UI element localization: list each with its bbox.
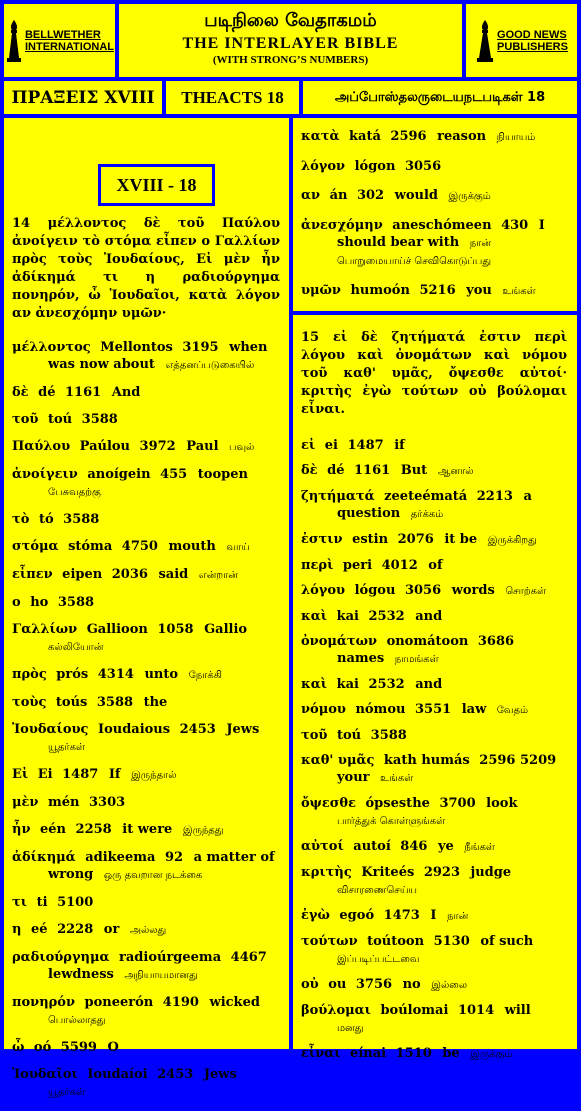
english-gloss: if	[394, 438, 405, 453]
strongs-number: 2453	[179, 722, 216, 737]
word-entry	[301, 158, 567, 175]
greek-word: ἀνεσχόμην	[301, 218, 383, 233]
english-gloss: law	[461, 702, 487, 717]
strongs-number: 4314	[97, 667, 134, 682]
transliteration: toús	[55, 695, 88, 710]
tamil-gloss: இப்படிப்பட்டவை	[337, 954, 420, 965]
word-entry	[301, 488, 567, 523]
strongs-number: 2213	[476, 489, 513, 504]
english-gloss: it be	[444, 532, 478, 547]
strongs-number: 4012	[381, 558, 418, 573]
word-entry	[301, 462, 567, 480]
greek-word: ὦ	[12, 1040, 25, 1055]
strongs-number: 1510	[395, 1046, 432, 1061]
word-entry	[12, 694, 280, 711]
transliteration: katá	[349, 129, 381, 144]
transliteration: lógou	[354, 583, 396, 598]
transliteration: peri	[342, 558, 373, 573]
tamil-gloss: மனது	[337, 1023, 364, 1034]
lamp-icon	[5, 18, 23, 64]
english-gloss: Jews	[203, 1067, 237, 1082]
tamil-gloss: இருக்கிறது	[487, 535, 537, 546]
transliteration: stóma	[68, 539, 113, 554]
word-entry	[301, 582, 567, 600]
strongs-number: 2532	[368, 677, 405, 692]
greek-word: καθ' υμᾶς	[301, 753, 375, 768]
english-gloss: a matter of wrong	[48, 850, 275, 882]
tamil-gloss: இருக்கும்	[470, 1049, 513, 1060]
english-gloss: would	[394, 188, 438, 203]
tamil-gloss: நான் பொறுமையாய்ச் செவிகொடுப்பது	[337, 238, 492, 267]
tamil-gloss: கல்லியோன்	[48, 642, 104, 653]
greek-word: περὶ	[301, 558, 334, 573]
title-block	[119, 4, 462, 77]
transliteration: zeeteématá	[384, 489, 468, 504]
tamil-gloss: வேதம்	[496, 705, 529, 716]
word-entry	[301, 282, 567, 300]
word-entry	[12, 994, 280, 1029]
word-entry	[301, 437, 567, 454]
transliteration: ei	[324, 438, 338, 453]
strongs-number: 455	[160, 467, 188, 482]
tamil-gloss: சொற்கள்	[505, 586, 547, 597]
word-entry	[12, 1066, 280, 1101]
word-entry	[12, 511, 280, 528]
transliteration: Ioudaíoi	[87, 1067, 148, 1082]
word-entry	[12, 538, 280, 556]
transliteration: Ei	[37, 767, 53, 782]
strongs-number: 846	[400, 839, 428, 854]
greek-word: ραδιούργημα	[12, 950, 110, 965]
tamil-gloss: இல்லை	[431, 980, 468, 991]
transliteration: onomátoon	[386, 634, 469, 649]
greek-word: αν	[301, 188, 321, 203]
strongs-number: 3056	[404, 583, 442, 598]
english-gloss: of	[428, 558, 443, 573]
transliteration: ou	[328, 977, 347, 992]
greek-word: ἐστιν	[301, 532, 343, 547]
right-bottom-word-list	[301, 437, 567, 1063]
greek-word: τὸ	[12, 512, 30, 527]
word-entry	[12, 949, 280, 984]
transliteration: Mellontos	[100, 340, 173, 355]
tamil-book-title: அப்போஸ்தலருடையநடபடிகள் 18	[303, 81, 577, 114]
greek-word: λόγου	[301, 583, 346, 598]
transliteration: Kriteés	[361, 865, 415, 880]
transliteration: eé	[30, 922, 48, 937]
transliteration: kai	[336, 609, 359, 624]
strongs-number: 1473	[383, 908, 420, 923]
transliteration: kath humás	[383, 753, 470, 768]
greek-word: τοῦ	[301, 728, 328, 743]
greek-word: Εἰ	[12, 767, 29, 782]
greek-word: τούτων	[301, 934, 358, 949]
greek-word: δὲ	[12, 385, 29, 400]
greek-word: Γαλλίων	[12, 622, 78, 637]
word-entry	[301, 608, 567, 625]
tamil-gloss: இருக்கும்	[448, 191, 491, 202]
strongs-number: 3056	[404, 159, 442, 174]
transliteration: ho	[30, 595, 49, 610]
strongs-number: 3551	[414, 702, 452, 717]
greek-word: τι	[12, 895, 28, 910]
strongs-number: 4750	[121, 539, 158, 554]
tamil-gloss: நியாயம்	[496, 132, 536, 143]
strongs-number: 2036	[111, 567, 148, 582]
strongs-number: 1487	[62, 767, 99, 782]
greek-word: δὲ	[301, 463, 318, 478]
greek-book-title: ΠΡΑΞΕΙΣ XVIII	[4, 81, 162, 114]
transliteration: ti	[36, 895, 48, 910]
word-entry	[12, 339, 280, 374]
tamil-gloss: எத்தனப்படுகையில்	[165, 360, 255, 371]
english-gloss: lewdness	[48, 967, 114, 982]
greek-word: ἀνοίγειν	[12, 467, 78, 482]
transliteration: dé	[38, 385, 56, 400]
greek-word: τοὺς	[12, 695, 47, 710]
english-gloss: or	[103, 922, 120, 937]
transliteration: autoí	[353, 839, 391, 854]
transliteration: prós	[56, 667, 89, 682]
english-gloss: no	[402, 977, 421, 992]
greek-word: πονηρόν	[12, 995, 75, 1010]
logo-line1: BELLWETHER	[24, 28, 101, 41]
greek-word: καὶ	[301, 677, 328, 692]
bellwether-logo	[4, 4, 115, 77]
tamil-gloss: அல்லது	[129, 925, 167, 936]
word-entry	[301, 752, 567, 787]
word-entry	[12, 894, 280, 911]
strongs-number: 3588	[81, 412, 118, 427]
greek-word: κριτὴς	[301, 865, 352, 880]
greek-word: βούλομαι	[301, 1003, 371, 1018]
greek-word: μέλλοντος	[12, 340, 91, 355]
strongs-number: 3756	[355, 977, 393, 992]
strongs-number: 2453	[157, 1067, 194, 1082]
english-gloss: will	[504, 1003, 531, 1018]
tamil-gloss: ஒரு தவறான நடக்கை	[103, 870, 203, 881]
transliteration: mén	[47, 795, 80, 810]
greek-word: λόγον	[301, 159, 346, 174]
logo-line1: GOOD NEWS	[497, 28, 567, 41]
transliteration: Paúlou	[79, 439, 131, 454]
english-gloss: and	[415, 609, 443, 624]
english-gloss: of such	[480, 934, 534, 949]
english-gloss: judge	[470, 865, 512, 880]
english-gloss: Gallio	[204, 622, 248, 637]
tamil-gloss: ஆனால்	[437, 466, 474, 477]
word-entry	[301, 864, 567, 899]
english-gloss: said	[158, 567, 189, 582]
right-top-word-list	[301, 128, 567, 312]
greek-word: Παύλου	[12, 439, 71, 454]
word-entry	[12, 466, 280, 501]
greek-word: η	[12, 922, 22, 937]
english-gloss: wicked	[209, 995, 260, 1010]
right-bottom-column	[293, 315, 577, 1061]
transliteration: eipen	[62, 567, 103, 582]
strongs-number: 2596 5209	[479, 753, 557, 768]
transliteration: boúlomai	[380, 1003, 449, 1018]
english-gloss: reason	[437, 129, 487, 144]
greek-word: εἰ	[301, 438, 316, 453]
transliteration: toú	[336, 728, 362, 743]
strongs-number: 2596	[390, 129, 427, 144]
greek-word: ο	[12, 595, 21, 610]
word-entry	[12, 438, 280, 456]
word-entry	[12, 721, 280, 756]
strongs-number: 1161	[65, 385, 102, 400]
word-entry	[12, 1039, 280, 1056]
word-entry	[301, 838, 567, 856]
tamil-gloss: வாய்	[226, 542, 250, 553]
word-entry	[12, 566, 280, 584]
strongs-number: 3686	[477, 634, 515, 649]
tamil-gloss: விசாரணைசெய்ய	[337, 885, 417, 896]
greek-word: ἦν	[12, 822, 31, 837]
english-gloss: And	[111, 385, 141, 400]
strongs-number: 5216	[419, 283, 456, 298]
word-entry	[301, 633, 567, 668]
word-entry	[12, 666, 280, 684]
tamil-gloss: நான்	[446, 911, 469, 922]
english-gloss: look	[486, 796, 518, 811]
strongs-number: 3303	[89, 795, 126, 810]
strongs-number: 302	[356, 188, 385, 203]
greek-word: τοῦ	[12, 412, 39, 427]
tamil-gloss: அநியாயமானது	[124, 970, 198, 981]
greek-word: κατὰ	[301, 129, 340, 144]
strongs-number: 2076	[397, 532, 434, 547]
transliteration: anoígein	[87, 467, 151, 482]
lamp-icon	[475, 18, 495, 64]
tamil-gloss: உங்கள்	[380, 773, 414, 784]
tamil-gloss: என்றான்	[198, 570, 238, 581]
transliteration: nómou	[355, 702, 406, 717]
greek-word: πρὸς	[12, 667, 47, 682]
strongs-number: 2923	[423, 865, 460, 880]
strongs-number: 1487	[347, 438, 384, 453]
tamil-gloss: பொல்லாதது	[48, 1015, 106, 1026]
english-gloss: I	[430, 908, 437, 923]
transliteration: eínai	[350, 1046, 387, 1061]
transliteration: eén	[40, 822, 67, 837]
transliteration: toútoon	[367, 934, 425, 949]
word-entry	[301, 128, 567, 146]
strongs-number: 1014	[457, 1003, 495, 1018]
title-tamil: படிநிலை வேதாகமம்	[204, 10, 377, 31]
word-entry	[301, 676, 567, 693]
verse-14-text: 14 μέλλοντος δὲ τοῦ Παύλου ἀνοίγειν τὸ στόμα εἶπεν ο Γαλλίων πρὸς τοὺς Ἰουδαίους, Εἰ μὲν ἦν ἀδίκημά τι η ραδιούργημα πονηρόν, ὦ Ἰουδαῖοι, κατὰ λόγον αν ἀνεσχόμην υμῶν·	[12, 216, 280, 321]
strongs-number: 92	[164, 850, 184, 865]
word-entry	[12, 384, 280, 401]
strongs-number: 3588	[96, 695, 134, 710]
word-entry	[12, 621, 280, 656]
strongs-number: 1058	[157, 622, 194, 637]
transliteration: kai	[336, 677, 359, 692]
english-gloss: I should bear with	[337, 218, 545, 250]
tamil-gloss: யூதர்கள்	[48, 1087, 86, 1098]
english-book-title: THEACTS 18	[166, 81, 299, 114]
greek-word: υμῶν	[301, 283, 341, 298]
tamil-gloss: நாமங்கள்	[394, 654, 439, 665]
transliteration: oó	[33, 1040, 52, 1055]
tamil-gloss: யூதர்கள்	[48, 742, 86, 753]
strongs-number: 3972	[139, 439, 176, 454]
verse-15-text: 15 εἰ δὲ ζητήματά ἐστιν περὶ λόγου καὶ ὀνομάτων καὶ νόμου τοῦ καθ' υμᾶς, ὄψεσθε αὐτοί· κριτὴς ἐγὼ τούτων οὐ βούλομαι εἶναι.	[301, 330, 567, 417]
greek-word: εἶναι	[301, 1046, 341, 1061]
greek-word: ζητήματά	[301, 489, 375, 504]
transliteration: estin	[352, 532, 389, 547]
english-gloss: you	[466, 283, 492, 298]
greek-word: ὄψεσθε	[301, 796, 356, 811]
transliteration: dé	[327, 463, 345, 478]
word-entry	[12, 594, 280, 611]
title-english: THE INTERLAYER BIBLE	[182, 35, 399, 52]
english-gloss: Jews	[226, 722, 260, 737]
greek-word: στόμα	[12, 539, 59, 554]
english-gloss: But	[400, 463, 428, 478]
strongs-number: 5100	[57, 895, 94, 910]
tamil-gloss: பேசுவதற்கு	[48, 487, 101, 498]
word-entry	[12, 794, 280, 811]
english-gloss: ye	[437, 839, 454, 854]
strongs-number: 430	[501, 218, 529, 233]
transliteration: lógon	[354, 159, 396, 174]
tamil-gloss: இருந்தால்	[131, 770, 177, 781]
english-gloss: your	[337, 770, 370, 785]
transliteration: egoó	[339, 908, 375, 923]
english-gloss: O	[107, 1040, 119, 1055]
tamil-gloss: நோக்கி	[188, 670, 222, 681]
english-gloss: toopen	[197, 467, 248, 482]
word-entry	[301, 727, 567, 744]
english-gloss: If	[108, 767, 121, 782]
transliteration: ópsesthe	[365, 796, 430, 811]
english-gloss: names	[337, 651, 385, 666]
transliteration: tó	[38, 512, 54, 527]
tamil-gloss: பவுல்	[229, 442, 255, 453]
word-entry	[301, 557, 567, 574]
word-entry	[301, 933, 567, 968]
english-gloss: Paul	[186, 439, 219, 454]
word-entry	[12, 821, 280, 839]
word-entry	[301, 187, 567, 205]
strongs-number: 3588	[63, 512, 100, 527]
greek-word: Ἰουδαίους	[12, 722, 89, 737]
strongs-number: 3588	[370, 728, 407, 743]
word-entry	[12, 849, 280, 884]
transliteration: aneschómeen	[392, 218, 492, 233]
logo-line2: PUBLISHERS	[497, 40, 568, 53]
left-word-list	[12, 339, 280, 1101]
strongs-number: 1161	[354, 463, 391, 478]
transliteration: Ioudaious	[97, 722, 171, 737]
word-entry	[12, 766, 280, 784]
chapter-label: XVIII - 18	[98, 164, 215, 206]
word-entry	[301, 795, 567, 830]
word-entry	[12, 921, 280, 939]
title-subtitle: (WITH STRONG’S NUMBERS)	[212, 54, 369, 66]
greek-word: ἀδίκημά	[12, 850, 76, 865]
english-gloss: be	[442, 1046, 460, 1061]
word-entry	[301, 701, 567, 719]
greek-word: εἶπεν	[12, 567, 53, 582]
strongs-number: 3588	[57, 595, 95, 610]
word-entry	[301, 976, 567, 994]
strongs-number: 5599	[60, 1040, 97, 1055]
strongs-number: 4467	[230, 950, 267, 965]
word-entry	[301, 1002, 567, 1037]
word-entry	[12, 411, 280, 428]
greek-word: οὐ	[301, 977, 319, 992]
greek-word: μὲν	[12, 795, 39, 810]
strongs-number: 2258	[75, 822, 112, 837]
strongs-number: 2228	[57, 922, 94, 937]
english-gloss: a question	[337, 489, 532, 521]
right-top-column	[293, 118, 577, 311]
word-entry	[301, 1045, 567, 1063]
goodnews-logo	[466, 4, 577, 77]
english-gloss: words	[451, 583, 495, 598]
left-content	[12, 215, 280, 1111]
tamil-gloss: பார்த்துக் கொள்ளுங்கள்	[337, 816, 446, 827]
transliteration: toú	[47, 412, 73, 427]
transliteration: án	[329, 188, 348, 203]
transliteration: radioúrgeema	[119, 950, 222, 965]
english-gloss: when was now about	[48, 340, 268, 372]
word-entry	[301, 907, 567, 925]
transliteration: Gallioon	[86, 622, 148, 637]
english-gloss: mouth	[168, 539, 216, 554]
greek-word: καὶ	[301, 609, 328, 624]
strongs-number: 4190	[162, 995, 199, 1010]
transliteration: humoón	[350, 283, 410, 298]
english-gloss: and	[415, 677, 443, 692]
word-entry	[301, 217, 567, 270]
greek-word: Ἰουδαῖοι	[12, 1067, 78, 1082]
transliteration: adikeema	[85, 850, 156, 865]
tamil-gloss: தர்க்கம்	[410, 509, 444, 520]
greek-word: ὀνομάτων	[301, 634, 378, 649]
greek-word: νόμου	[301, 702, 346, 717]
word-entry	[301, 531, 567, 549]
tamil-gloss: நீங்கள்	[464, 842, 495, 853]
tamil-gloss: உங்கள்	[502, 286, 536, 297]
strongs-number: 3700	[439, 796, 476, 811]
tamil-gloss: இருந்தது	[182, 825, 224, 836]
english-gloss: it were	[122, 822, 173, 837]
strongs-number: 2532	[368, 609, 405, 624]
logo-line2: INTERNATIONAL	[24, 40, 114, 53]
strongs-number: 5130	[433, 934, 470, 949]
english-gloss: the	[143, 695, 168, 710]
greek-word: αὐτοί	[301, 839, 344, 854]
strongs-number: 3195	[182, 340, 219, 355]
greek-word: ἐγὼ	[301, 908, 330, 923]
transliteration: poneerón	[84, 995, 154, 1010]
english-gloss: unto	[144, 667, 179, 682]
